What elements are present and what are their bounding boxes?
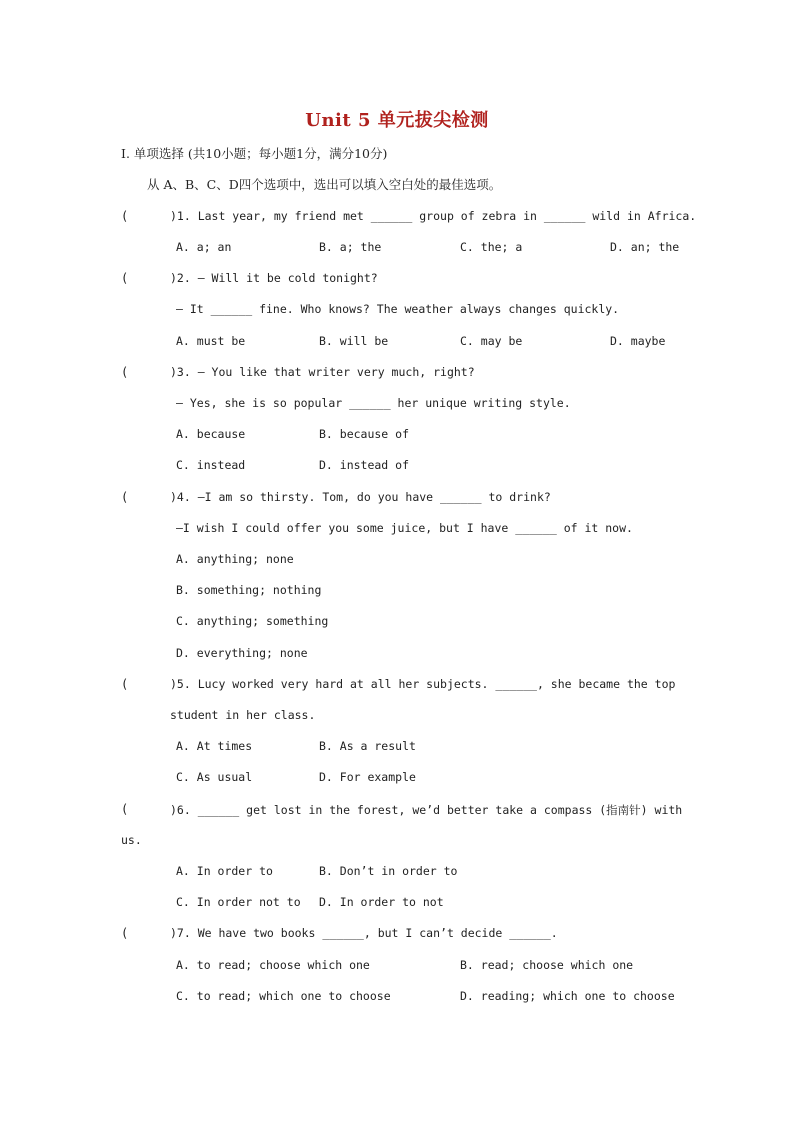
question-stem: )7. We have two books ______, but I can’t decide ______.: [170, 926, 558, 940]
option-d: D. instead of: [319, 458, 410, 472]
option-b: B. read; choose which one: [460, 958, 634, 972]
section-heading: I. 单项选择 (共10小题；每小题1分，满分10分): [121, 146, 388, 161]
option-a: A. anything; none: [176, 552, 294, 566]
option-c: C. anything; something: [176, 614, 329, 628]
option-d: D. everything; none: [176, 646, 308, 660]
answer-paren: (: [121, 271, 129, 285]
option-a: A. must be: [176, 334, 246, 348]
option-b: B. will be: [319, 334, 389, 348]
option-c: C. In order not to: [176, 895, 301, 909]
question-stem: )6. ______ get lost in the forest, we’d better take a compass (指南针) with: [170, 803, 683, 817]
option-d: D. reading; which one to choose: [460, 989, 675, 1003]
option-c: C. the; a: [460, 240, 523, 254]
option-c: C. As usual: [176, 770, 253, 784]
option-d: D. an; the: [610, 240, 680, 254]
question-stem-continued: — It ______ fine. Who knows? The weather always changes quickly.: [176, 302, 620, 316]
question-stem: )3. — You like that writer very much, right?: [170, 365, 475, 379]
option-a: A. because: [176, 427, 246, 441]
option-b: B. Don’t in order to: [319, 864, 458, 878]
question-stem: )1. Last year, my friend met ______ group of zebra in ______ wild in Africa.: [170, 209, 697, 223]
question-stem-continued: —I wish I could offer you some juice, but I have ______ of it now.: [176, 521, 633, 535]
option-b: B. because of: [319, 427, 410, 441]
option-d: D. For example: [319, 770, 416, 784]
question-stem-continued: us.: [121, 833, 142, 847]
answer-paren: (: [121, 926, 129, 940]
answer-paren: (: [121, 490, 129, 504]
question-stem: )5. Lucy worked very hard at all her subjects. ______, she became the top: [170, 677, 676, 691]
option-a: A. In order to: [176, 864, 273, 878]
question-stem: )4. —I am so thirsty. Tom, do you have ______ to drink?: [170, 490, 551, 504]
option-c: C. to read; which one to choose: [176, 989, 391, 1003]
page-title: Unit 5 单元拔尖检测: [305, 110, 489, 131]
option-b: B. As a result: [319, 739, 416, 753]
option-b: B. a; the: [319, 240, 382, 254]
question-stem: )2. — Will it be cold tonight?: [170, 271, 378, 285]
option-c: C. instead: [176, 458, 246, 472]
option-a: A. a; an: [176, 240, 232, 254]
option-d: D. maybe: [610, 334, 666, 348]
option-a: A. At times: [176, 739, 253, 753]
option-c: C. may be: [460, 334, 523, 348]
section-instruction: 从 A、B、C、D四个选项中，选出可以填入空白处的最佳选项。: [147, 177, 502, 192]
answer-paren: (: [121, 677, 129, 691]
answer-paren: (: [121, 802, 129, 816]
question-stem-continued: student in her class.: [170, 708, 316, 722]
option-b: B. something; nothing: [176, 583, 322, 597]
question-stem-continued: — Yes, she is so popular ______ her unique writing style.: [176, 396, 571, 410]
answer-paren: (: [121, 365, 129, 379]
option-a: A. to read; choose which one: [176, 958, 370, 972]
answer-paren: (: [121, 209, 129, 223]
option-d: D. In order to not: [319, 895, 444, 909]
